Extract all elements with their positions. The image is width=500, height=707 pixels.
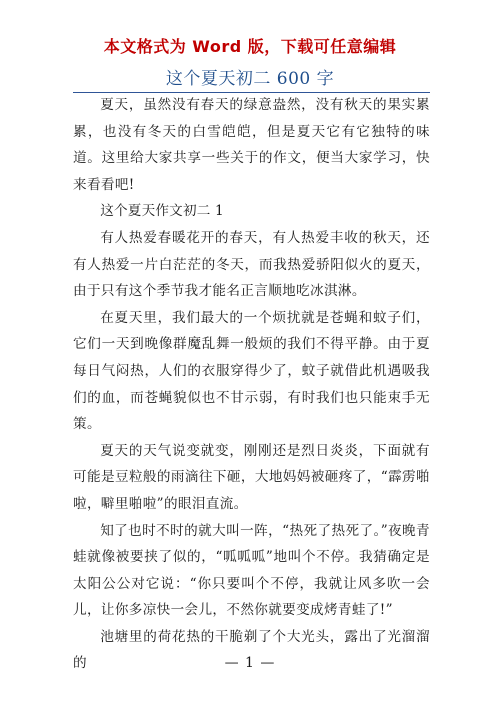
- download-banner: 本文格式为 Word 版，下载可任意编辑: [103, 37, 397, 56]
- document-body: [73, 92, 430, 677]
- section-heading: 这个夏天作文初二 1: [100, 203, 224, 220]
- document-title: 这个夏天初二 600 字: [165, 69, 335, 89]
- body-paragraph: 在夏天里，我们最大的一个烦扰就是苍蝇和蚊子们，它们一天到晚像群魔乱舞一般烦的我们不得平静。由于夏每日气闷热，人们的衣服穿得少了，蚊子就借此机遇吸我们的血，而苍蝇貌似也不甘示弱，有时我们也只能束手无策。: [73, 309, 430, 433]
- body-paragraph: 夏天的天气说变就变，刚刚还是烈日炎炎，下面就有可能是豆粒般的雨滴往下砸，大地妈妈被砸疼了，“霹雳啪啦，噼里啪啦”的眼泪直流。: [73, 442, 430, 512]
- body-paragraph: 池塘里的荷花热的干脆剃了个大光头，露出了光溜溜的: [73, 628, 430, 672]
- intro-paragraph: 夏天，虽然没有春天的绿意盎然，没有秋天的果实累累，也没有冬天的白雪皑皑，但是夏天它有它独特的味道。这里给大家共享一些关于的作文，便当大家学习，快来看看吧!: [73, 97, 430, 193]
- page-number: — 1 —: [224, 655, 276, 671]
- body-paragraph: 知了也时不时的就大叫一阵，“热死了热死了。”夜晚青蛙就像被要挟了似的，“呱呱呱”地叫个不停。我猜确定是太阳公公对它说：“你只要叫个不停，我就让风多吹一会儿，让你多凉快一会儿，不然你就要变成烤青蛙了!”: [73, 522, 430, 619]
- body-paragraph: 有人热爱春暖花开的春天，有人热爱丰收的秋天，还有人热爱一片白茫茫的冬天，而我热爱骄阳似火的夏天，由于只有这个季节我才能名正言顺地吃冰淇淋。: [73, 229, 430, 300]
